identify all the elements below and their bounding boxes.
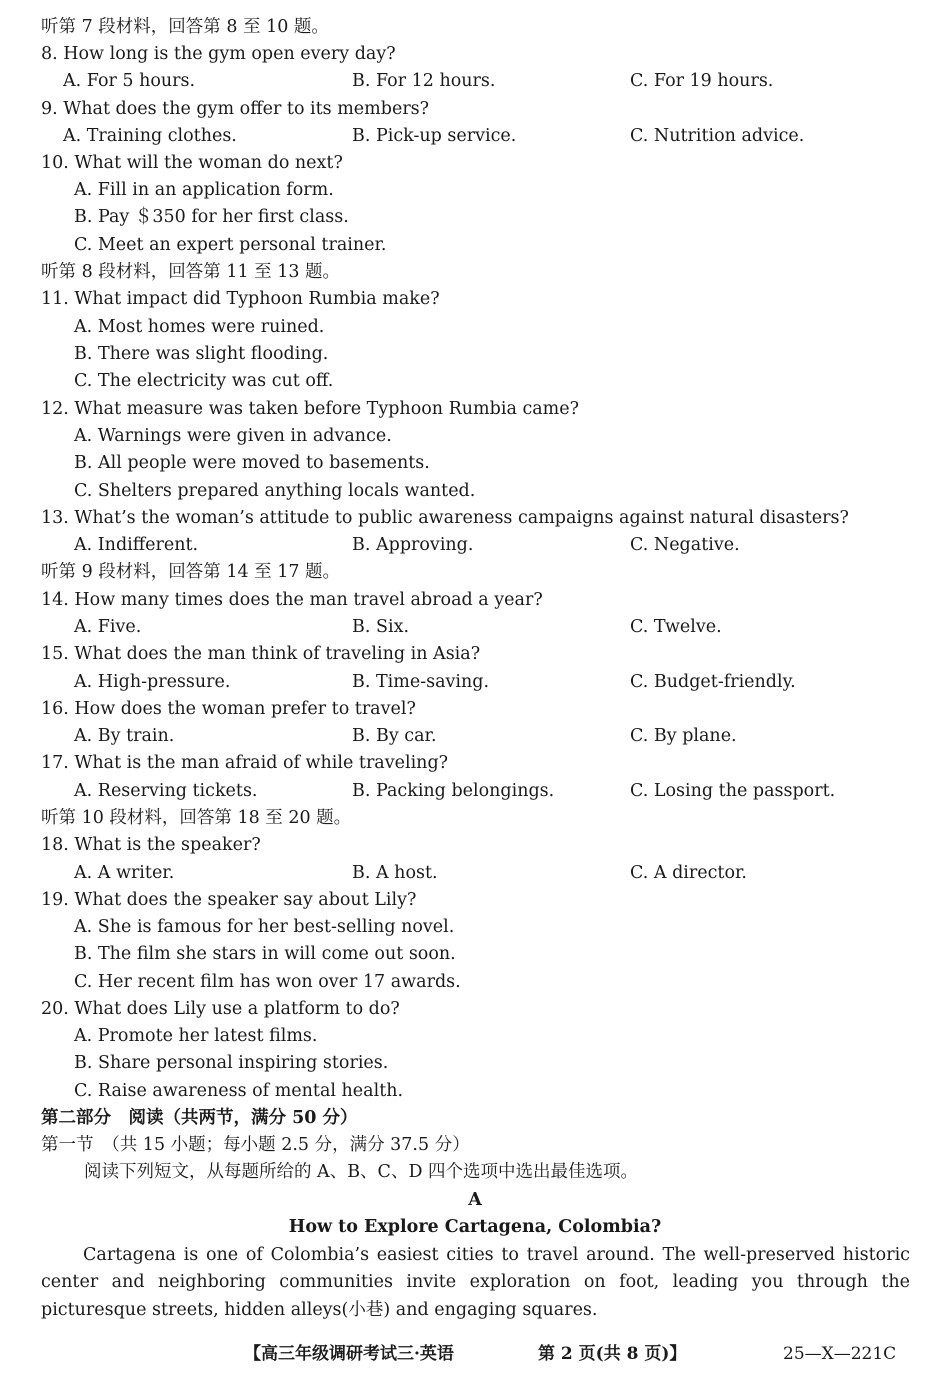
footer-code: 25—X—221C	[783, 1344, 897, 1364]
option-a: A. Most homes were ruined.	[74, 317, 325, 337]
option-a: A. Five.	[74, 617, 142, 637]
option-a: A. Indifferent.	[74, 535, 199, 555]
option-a: A. She is famous for her best-selling novel.	[74, 917, 455, 937]
option-c: C. Budget-friendly.	[630, 672, 796, 692]
option-c: C. Raise awareness of mental health.	[74, 1081, 404, 1101]
option-a: A. Promote her latest films.	[74, 1026, 318, 1046]
question-15: 15. What does the man think of traveling in Asia?	[41, 644, 481, 664]
option-c: C. Nutrition advice.	[630, 126, 805, 146]
question-13: 13. What’s the woman’s attitude to public awareness campaigns against natural disasters?	[41, 508, 849, 528]
option-c: C. Negative.	[630, 535, 740, 555]
option-b: B. The film she stars in will come out soon.	[74, 944, 456, 964]
option-c: C. Twelve.	[630, 617, 722, 637]
passage-paragraph: Cartagena is one of Colombia’s easiest cities to travel around. The well-preserved historic center and neighboring communities invite exploration on foot, leading you through the picturesque streets, hidden alleys(小巷) and engaging squares.	[41, 1245, 910, 1320]
question-16: 16. How does the woman prefer to travel?	[41, 699, 416, 719]
footer-left-text	[244, 1340, 454, 1368]
option-b: B. Pick-up service.	[352, 126, 517, 146]
footer-exam-name: 【高三年级调研考试三	[244, 1344, 414, 1364]
footer-dot: ·	[414, 1344, 420, 1364]
question-18: 18. What is the speaker?	[41, 835, 261, 855]
option-a: A. Reserving tickets.	[74, 781, 258, 801]
option-c: C. A director.	[630, 863, 747, 883]
option-a: A. Fill in an application form.	[74, 180, 334, 200]
options-row-16	[0, 723, 950, 750]
option-a: A. Training clothes.	[63, 126, 237, 146]
option-c: C. Shelters prepared anything locals wanted.	[74, 481, 476, 501]
question-17: 17. What is the man afraid of while traveling?	[41, 753, 449, 773]
options-row-17	[0, 778, 950, 805]
page-footer	[0, 1340, 950, 1368]
option-b: B. Time-saving.	[352, 672, 490, 692]
option-b: B. There was slight flooding.	[74, 344, 329, 364]
option-b: B. Approving.	[352, 535, 474, 555]
option-b: B. For 12 hours.	[352, 71, 496, 91]
options-row-8	[0, 68, 950, 95]
footer-subject: 英语	[419, 1344, 454, 1364]
reading-instruction: 阅读下列短文，从每题所给的 A、B、C、D 四个选项中选出最佳选项。	[84, 1162, 639, 1182]
question-8: 8. How long is the gym open every day?	[41, 44, 396, 64]
question-19: 19. What does the speaker say about Lily?	[41, 890, 417, 910]
option-b: B. Share personal inspiring stories.	[74, 1053, 389, 1073]
passage-title: How to Explore Cartagena, Colombia?	[288, 1217, 662, 1237]
question-20: 20. What does Lily use a platform to do?	[41, 999, 400, 1019]
section-8-header: 听第 8 段材料，回答第 11 至 13 题。	[41, 262, 341, 282]
option-a: A. Warnings were given in advance.	[74, 426, 392, 446]
option-b: B. Packing belongings.	[352, 781, 555, 801]
options-row-14	[0, 614, 950, 641]
question-9: 9. What does the gym offer to its members?	[41, 99, 430, 119]
option-c: C. By plane.	[630, 726, 737, 746]
option-c: C. Meet an expert personal trainer.	[74, 235, 387, 255]
option-b: B. Pay ＄350 for her first class.	[74, 207, 349, 227]
footer-page-number: 第 2 页(共 8 页)】	[538, 1344, 687, 1364]
section-1-header: 第一节 （共 15 小题；每小题 2.5 分，满分 37.5 分）	[41, 1135, 470, 1155]
part-2-title: 第二部分 阅读（共两节，满分 50 分）	[41, 1108, 358, 1128]
question-14: 14. How many times does the man travel abroad a year?	[41, 590, 543, 610]
option-a: A. A writer.	[74, 863, 175, 883]
option-b: B. A host.	[352, 863, 438, 883]
question-12: 12. What measure was taken before Typhoon Rumbia came?	[41, 399, 580, 419]
option-c: C. Losing the passport.	[630, 781, 836, 801]
option-c: C. Her recent film has won over 17 awards.	[74, 972, 461, 992]
section-10-header: 听第 10 段材料，回答第 18 至 20 题。	[41, 808, 352, 828]
question-10: 10. What will the woman do next?	[41, 153, 343, 173]
options-row-9	[0, 123, 950, 150]
options-row-15	[0, 669, 950, 696]
option-a: A. By train.	[74, 726, 175, 746]
option-a: A. High-pressure.	[74, 672, 231, 692]
option-b: B. By car.	[352, 726, 437, 746]
option-a: A. For 5 hours.	[63, 71, 196, 91]
option-c: C. For 19 hours.	[630, 71, 774, 91]
section-7-header: 听第 7 段材料，回答第 8 至 10 题。	[41, 17, 329, 37]
section-9-header: 听第 9 段材料，回答第 14 至 17 题。	[41, 562, 341, 582]
options-row-18	[0, 860, 950, 887]
option-b: B. All people were moved to basements.	[74, 453, 430, 473]
option-c: C. The electricity was cut off.	[74, 371, 334, 391]
passage-letter: A	[468, 1190, 482, 1210]
question-11: 11. What impact did Typhoon Rumbia make?	[41, 289, 440, 309]
options-row-13	[0, 532, 950, 559]
option-b: B. Six.	[352, 617, 410, 637]
